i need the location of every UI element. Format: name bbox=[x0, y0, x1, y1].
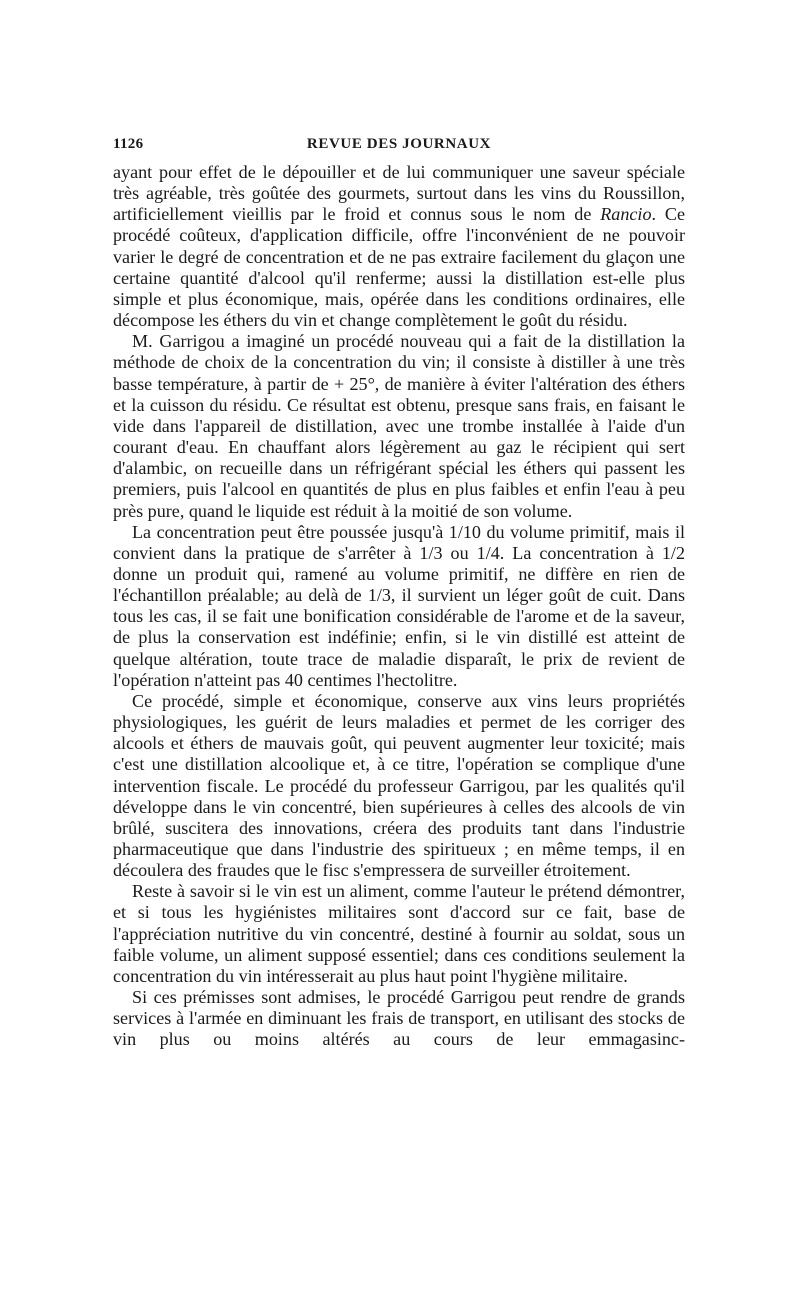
paragraph-4: Ce procédé, simple et économique, conserve aux vins leurs propriétés physiologiques, les guérit de leurs maladies et permet de les corriger des alcools et éthers de mauvais goût, qui peuvent augmenter leur toxicité; mais c'est une distillation alcoolique et, à ce titre, l'opération se complique d'une intervention fiscale. Le procédé du professeur Garrigou, par les qualités qu'il développe dans le vin concentré, bien supérieures à celles des alcools de vin brûlé, suscitera des innovations, créera des produits tant dans l'industrie pharmaceutique que dans l'industrie des spiritueux ; en même temps, il en découlera des fraudes que le fisc s'empressera de surveiller étroitement. bbox=[113, 690, 685, 881]
paragraph-2: M. Garrigou a imaginé un procédé nouveau qui a fait de la distillation la méthode de choix de la concentration du vin; il consiste à distiller à une très basse température, à partir de + 25°, de manière à éviter l'altération des éthers et la cuisson du résidu. Ce résultat est obtenu, presque sans frais, en faisant le vide dans l'appareil de distillation, avec une trombe installée à l'aide d'un courant d'eau. En chauffant alors légèrement au gaz le récipient qui sert d'alambic, on recueille dans un réfrigérant spécial les éthers qui passent les premiers, puis l'alcool en quantités de plus en plus faibles et enfin l'eau à peu près pure, quand le liquide est réduit à la moitié de son volume. bbox=[113, 331, 685, 521]
paragraph-1-rest: . Ce procédé coûteux, d'application difficile, offre l'inconvénient de ne pouvoir varier le degré de concentration et de ne pas extraire facilement du glaçon une certaine quantité d'alcool qu'il renferme; aussi la distillation est-elle plus simple et plus économique, mais, opérée dans les conditions ordinaires, elle décompose les éthers du vin et change complètement le goût du résidu. bbox=[113, 204, 685, 331]
paragraph-3: La concentration peut être poussée jusqu'à 1/10 du volume primitif, mais il convient dans la pratique de s'arrêter à 1/3 ou 1/4. La concentration à 1/2 donne un produit qui, ramené au volume primitif, ne diffère en rien de l'échantillon préalable; au delà de 1/3, il survient un léger goût de cuit. Dans tous les cas, il se fait une bonification considérable de l'arome et de la saveur, de plus la conservation est indéfinie; enfin, si le vin distillé est atteint de quelque altération, toute trace de maladie disparaît, le prix de revient de l'opération n'atteint pas 40 centimes l'hectolitre. bbox=[113, 521, 685, 690]
journal-title: REVUE DES JOURNAUX bbox=[306, 136, 492, 152]
paragraph-1-lead: ayant pour effet de le dépouiller et de lui communiquer une saveur spéciale très agréable, très goûtée des gourmets, surtout dans les vins du Roussillon, artificiellement vieillis par le froid et connus sous le nom de bbox=[113, 162, 685, 225]
running-head bbox=[113, 136, 685, 162]
paragraph-1 bbox=[113, 162, 685, 331]
paragraph-5: Reste à savoir si le vin est un aliment, comme l'auteur le prétend démontrer, et si tous les hygiénistes militaires sont d'accord sur ce fait, base de l'appréciation nutritive du vin concentré, destiné à fournir au soldat, sous un faible volume, un aliment supposé essentiel; dans ces conditions seulement la concentration du vin intéresserait au plus haut point l'hygiène militaire. bbox=[113, 881, 685, 986]
rancio-term: Rancio bbox=[600, 204, 652, 225]
journal-page bbox=[113, 136, 685, 1051]
article-body bbox=[113, 162, 685, 1051]
paragraph-6: Si ces prémisses sont admises, le procédé Garrigou peut rendre de grands services à l'armée en diminuant les frais de transport, en utilisant des stocks de vin plus ou moins altérés au cours de leur emmagasinc- bbox=[113, 987, 685, 1050]
page-number: 1126 bbox=[113, 136, 144, 152]
